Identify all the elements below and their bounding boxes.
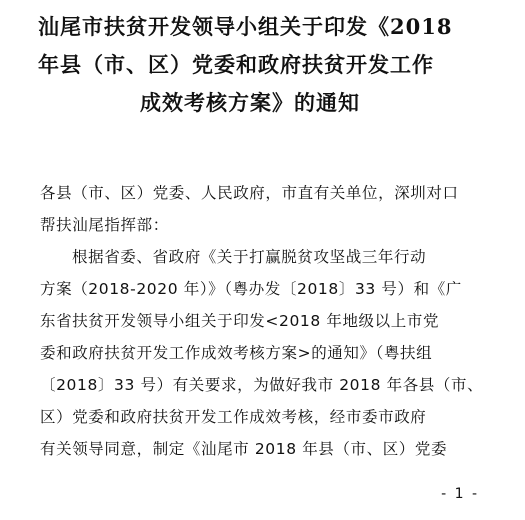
document-title-line-2: 年县（市、区）党委和政府扶贫开发工作 [38, 52, 434, 77]
addressee-line-1: 各县（市、区）党委、人民政府，市直有关单位，深圳对口 [40, 184, 459, 202]
body-paragraph-line-6: 区）党委和政府扶贫开发工作成效考核，经市委市政府 [40, 408, 427, 426]
document-title-line-1: 汕尾市扶贫开发领导小组关于印发《2018 [38, 14, 453, 39]
body-paragraph-line-4: 委和政府扶贫开发工作成效考核方案>的通知》（粤扶组 [40, 344, 433, 362]
body-paragraph-line-5: 〔2018〕33 号）有关要求，为做好我市 2018 年各县（市、 [40, 376, 484, 394]
body-paragraph-line-7: 有关领导同意，制定《汕尾市 2018 年县（市、区）党委 [40, 440, 448, 458]
document-title-line-3: 成效考核方案》的通知 [140, 90, 360, 115]
body-paragraph-line-2: 方案（2018-2020 年）》（粤办发〔2018〕33 号）和《广 [40, 280, 462, 298]
addressee-line-2: 帮扶汕尾指挥部： [40, 216, 169, 234]
page-number: - 1 - [441, 486, 479, 502]
body-paragraph-line-3: 东省扶贫开发领导小组关于印发<2018 年地级以上市党 [40, 312, 440, 330]
body-paragraph-line-1: 根据省委、省政府《关于打赢脱贫攻坚战三年行动 [72, 248, 427, 266]
